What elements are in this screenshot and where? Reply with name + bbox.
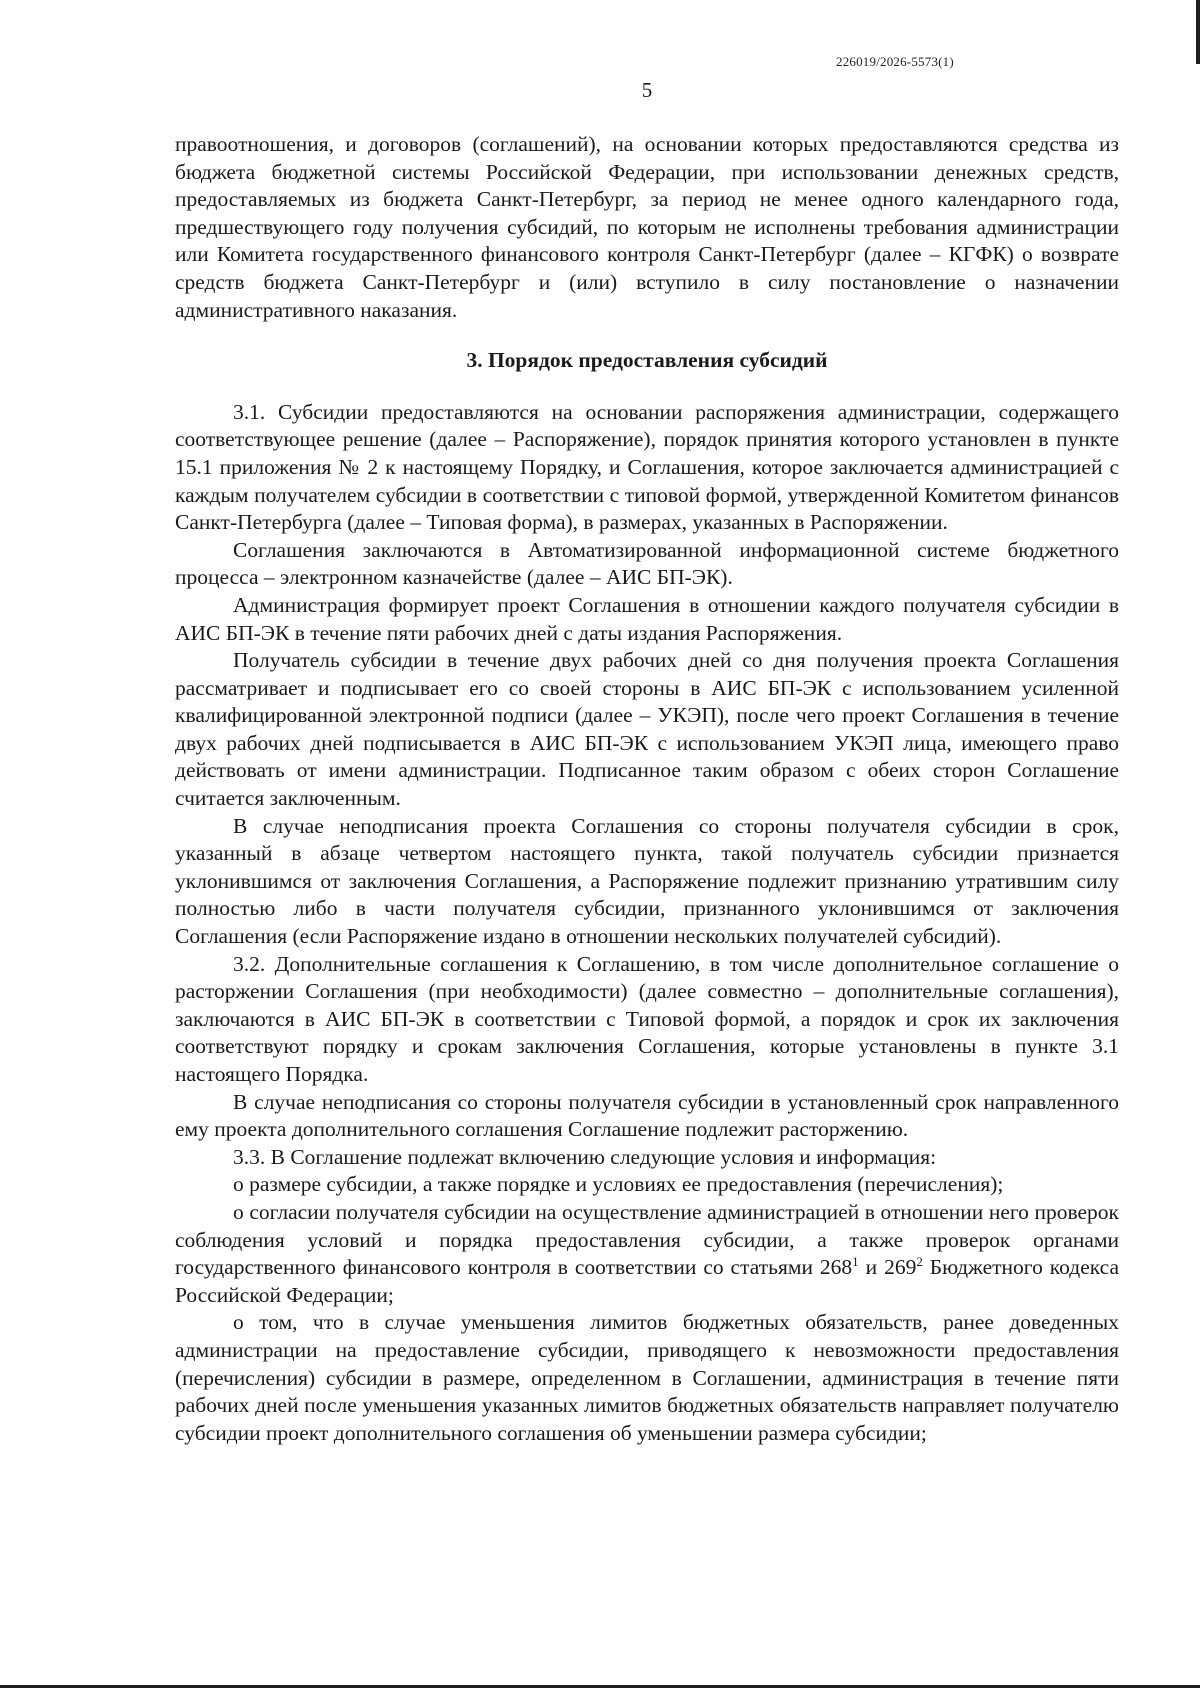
paragraph-3-1: 3.1. Субсидии предоставляются на основании распоряжения администрации, содержащего соответствующее решение (далее – Распоряжение), порядок принятия которого установлен в пункте 15.1 приложения № 2 к настоящему Порядку, и Соглашения, которое заключается администрацией с каждым получателем субсидии в соответствии с типовой формой, утвержденной Комитетом финансов Санкт-Петербурга (далее – Типовая форма), в размерах, указанных в Распоряжении. <box>175 399 1119 535</box>
paragraph-signing: Получатель субсидии в течение двух рабочих дней со дня получения проекта Соглашения рассматривает и подписывает его со своей стороны в АИС БП-ЭК с использованием усиленной квалифицированной электронной подписи (далее – УКЭП), после чего проект Соглашения в течение двух рабочих дней подписывается в АИС БП-ЭК с использованием УКЭП лица, имеющего право действовать от имени администрации. Подписанное таким образом с обеих сторон Соглашение считается заключенным. <box>175 648 1119 811</box>
consent-text-part-1: о согласии получателя субсидии на осуществление администрацией в отношении него проверок соблюдения условий и порядка предоставления субсидии, а также проверок органами государственного финансового контроля в соответствии со статьями 268 <box>175 1199 1119 1280</box>
section-heading: 3. Порядок предоставления субсидий <box>466 348 828 373</box>
page-number: 5 <box>641 78 653 102</box>
paragraph-termination: В случае неподписания со стороны получателя субсидии в установленный срок направленного ему проекта дополнительного соглашения Соглашение подлежит расторжению. <box>175 1089 1119 1142</box>
paragraph-non-signing: В случае неподписания проекта Соглашения со стороны получателя субсидии в срок, указанный в абзаце четвертом настоящего пункта, такой получатель субсидии признается уклонившимся от заключения Соглашения, а Распоряжение подлежит признанию утратившим силу полностью либо в части получателя субсидии, признанного уклонившимся от заключения Соглашения (если Распоряжение издано в отношении нескольких получателей субсидий). <box>175 813 1119 949</box>
consent-text-part-2: и 269 <box>858 1255 917 1280</box>
paragraph-agreements-system: Соглашения заключаются в Автоматизированной информационной системе бюджетного процесса – электронном казначействе (далее – АИС БП-ЭК). <box>175 537 1119 590</box>
paragraph-draft-formation: Администрация формирует проект Соглашения в отношении каждого получателя субсидии в АИС БП-ЭК в течение пяти рабочих дней с даты издания Распоряжения. <box>175 592 1119 645</box>
paragraph-intro: правоотношения, и договоров (соглашений), на основании которых предоставляются средства из бюджета бюджетной системы Российской Федерации, при использовании денежных средств, предоставляемых из бюджета Санкт-Петербург, за период не менее одного календарного года, предшествующего году получения субсидий, по которым не исполнены требования администрации или Комитета государственного финансового контроля Санкт-Петербург (далее – КГФК) о возврате средств бюджета Санкт-Петербург и (или) вступило в силу постановление о назначении административного наказания. <box>175 132 1119 322</box>
document-id: 226019/2026-5573(1) <box>836 54 954 69</box>
document-body <box>175 131 1119 1447</box>
paragraph-consent-checks <box>175 1199 1119 1309</box>
paragraph-limits-reduction: о том, что в случае уменьшения лимитов бюджетных обязательств, ранее доведенных администрации на предоставление субсидии, приводящего к невозможности предоставления (перечисления) субсидии в размере, определенном в Соглашении, администрация в течение пяти рабочих дней после уменьшения указанных лимитов бюджетных обязательств направляет получателю субсидии проект дополнительного соглашения об уменьшении размера субсидии; <box>175 1310 1119 1445</box>
superscript-1: 1 <box>852 1254 859 1269</box>
paragraph-subsidy-size: о размере субсидии, а также порядке и условиях ее предоставления (перечисления); <box>233 1172 1004 1197</box>
consent-text-part-3: Бюджетного кодекса Российской Федерации; <box>175 1255 1120 1307</box>
scan-bottom-line <box>0 1685 1200 1688</box>
superscript-2: 2 <box>916 1254 923 1269</box>
scan-edge-mark <box>1196 0 1200 64</box>
paragraph-3-3: 3.3. В Соглашение подлежат включению следующие условия и информация: <box>233 1144 937 1169</box>
paragraph-3-2: 3.2. Дополнительные соглашения к Соглашению, в том числе дополнительное соглашение о расторжении Соглашения (при необходимости) (далее совместно – дополнительные соглашения), заключаются в АИС БП-ЭК в соответствии с Типовой формой, а порядок и срок их заключения соответствуют порядку и срокам заключения Соглашения, которые установлены в пункте 3.1 настоящего Порядка. <box>175 951 1119 1086</box>
